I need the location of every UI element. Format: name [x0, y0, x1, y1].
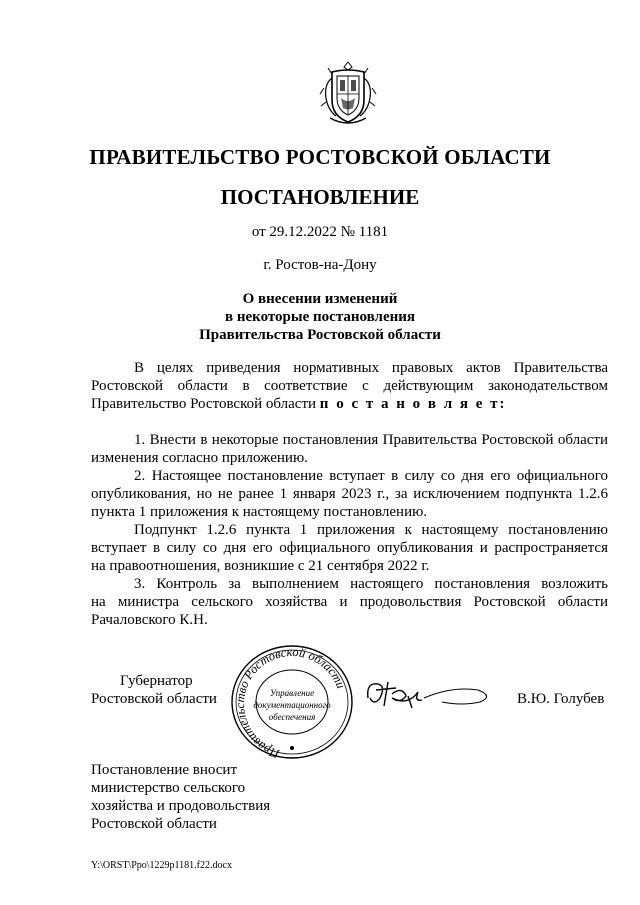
document-date-number: от 29.12.2022 № 1181 [251, 224, 389, 240]
item-2-line-1: 2. Настоящее постановление вступает в силу со дня его официального [134, 468, 608, 484]
coat-of-arms-emblem [318, 58, 378, 128]
official-stamp [228, 642, 356, 762]
item-2-line-2: опубликования, но не ранее 1 января 2023 г., за исключением подпункта 1.2.6 [91, 486, 608, 502]
item-1-line-1: 1. Внести в некоторые постановления Правительства Ростовской области [134, 432, 608, 448]
item-1-line-2: изменения согласно приложению. [91, 450, 308, 466]
submitted-by-line-4: Ростовской области [91, 816, 217, 832]
preamble-line-2: Ростовской области в соответствие с действующим законодательством [91, 378, 608, 394]
subject-line-1: О внесении изменений [242, 291, 398, 307]
file-path-footer: Y:\ORST\Ppo\1229p1181.f22.docx [91, 860, 232, 871]
preamble-line-3-text: Правительство Ростовской области [91, 396, 320, 412]
submitted-by-line-2: министерство сельского [91, 780, 246, 796]
signatory-name: В.Ю. Голубев [517, 691, 605, 707]
subject-line-2: в некоторые постановления [224, 309, 416, 325]
handwritten-signature [362, 672, 494, 714]
decree-verb: п о с т а н о в л я е т: [319, 396, 507, 412]
subparagraph-line-3: на правоотношения, возникшие с 21 сентября 2022 г. [91, 558, 430, 574]
document-type-title: ПОСТАНОВЛЕНИЕ [220, 185, 420, 209]
subject-line-3: Правительства Ростовской области [199, 327, 441, 343]
preamble-line-1: В целях приведения нормативных правовых актов Правительства [134, 360, 608, 376]
signatory-position-line-2: Ростовской области [91, 691, 217, 707]
stamp-ring-text: Правительство Ростовской области [232, 644, 349, 762]
organization-title: ПРАВИТЕЛЬСТВО РОСТОВСКОЙ ОБЛАСТИ [89, 145, 551, 169]
subparagraph-line-2: вступает в силу со дня его официального опубликования и распространяется [91, 540, 608, 556]
submitted-by-line-1: Постановление вносит [91, 762, 238, 778]
stamp-inner-line-2: документационного [253, 700, 331, 710]
item-3-line-3: Рачаловского К.Н. [91, 612, 208, 628]
subparagraph-line-1: Подпункт 1.2.6 пункта 1 приложения к настоящему постановлению [134, 522, 608, 538]
document-city: г. Ростов-на-Дону [263, 257, 377, 273]
signatory-position-line-1: Губернатор [120, 673, 193, 689]
submitted-by-line-3: хозяйства и продовольствия [91, 798, 271, 814]
stamp-inner-line-1: Управление [269, 688, 315, 698]
item-2-line-3: пункта 1 приложения к настоящему постановлению. [91, 504, 428, 520]
item-3-line-2: на министра сельского хозяйства и продовольствия Ростовской области [91, 594, 608, 610]
item-3-line-1: 3. Контроль за выполнением настоящего постановления возложить [134, 576, 608, 592]
preamble-line-3 [91, 395, 507, 413]
stamp-inner-line-3: обеспечения [268, 712, 316, 722]
